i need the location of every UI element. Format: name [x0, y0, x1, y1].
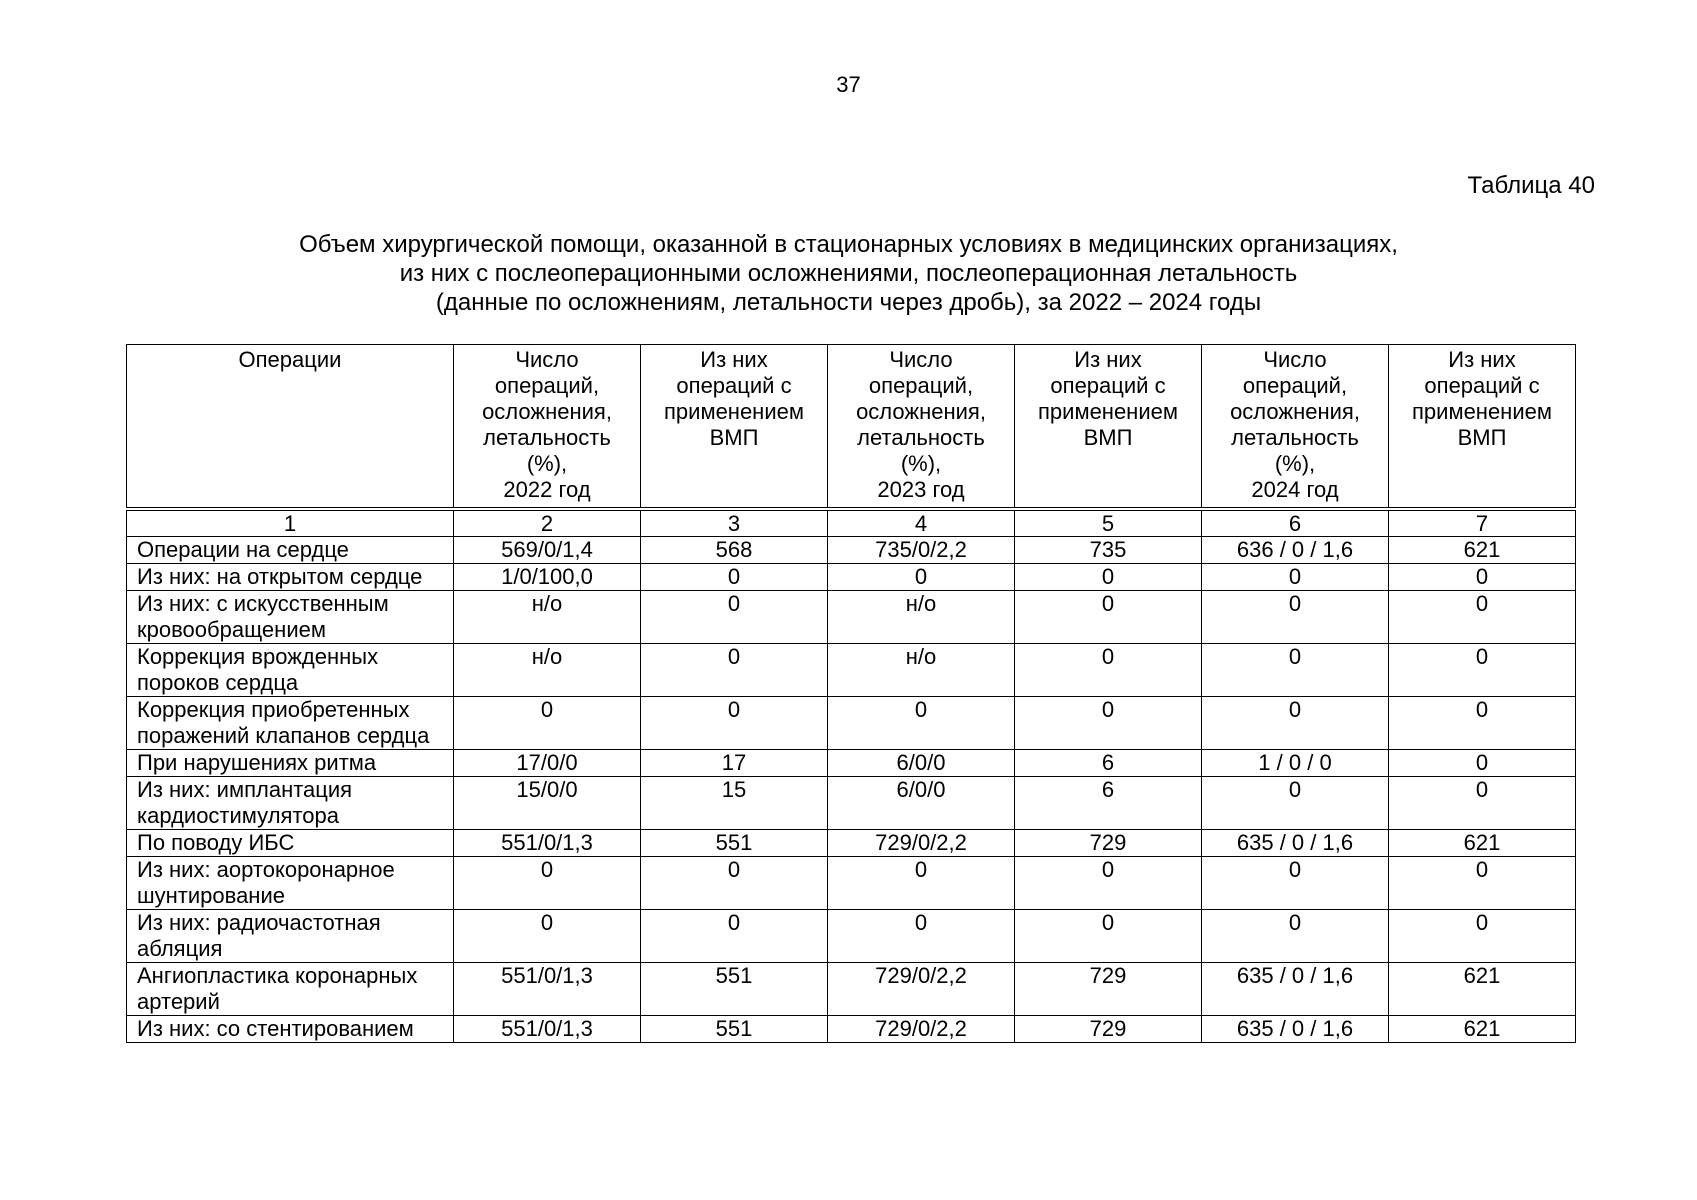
- operation-name-cell: Из них: имплантация кардиостимулятора: [127, 777, 454, 830]
- operation-name-cell: Ангиопластика коронарных артерий: [127, 963, 454, 1016]
- value-cell: 551: [641, 1016, 828, 1043]
- value-cell: 729: [1015, 830, 1202, 857]
- value-cell: 0: [641, 857, 828, 910]
- value-cell: 0: [1389, 644, 1576, 697]
- value-cell: 729: [1015, 1016, 1202, 1043]
- value-cell: 551/0/1,3: [454, 963, 641, 1016]
- table-row: [127, 644, 1576, 697]
- value-cell: 635 / 0 / 1,6: [1202, 963, 1389, 1016]
- value-cell: 735/0/2,2: [828, 537, 1015, 564]
- value-cell: 0: [1202, 564, 1389, 591]
- header-operations: Операции: [127, 345, 454, 510]
- header-row: [127, 345, 1576, 510]
- value-cell: 569/0/1,4: [454, 537, 641, 564]
- operation-name-cell: Коррекция врожденных пороков сердца: [127, 644, 454, 697]
- header-2024-count: Число операций, осложнения, летальность (%), 2024 год: [1202, 345, 1389, 510]
- value-cell: 0: [1202, 697, 1389, 750]
- table-row: [127, 777, 1576, 830]
- value-cell: 0: [1015, 591, 1202, 644]
- value-cell: 0: [641, 591, 828, 644]
- header-2022-count: Число операций, осложнения, летальность (%), 2022 год: [454, 345, 641, 510]
- title-line: из них с послеоперационными осложнениями, послеоперационная летальность: [399, 260, 1298, 287]
- column-number: 4: [828, 509, 1015, 537]
- value-cell: 551/0/1,3: [454, 830, 641, 857]
- value-cell: 729/0/2,2: [828, 963, 1015, 1016]
- value-cell: 6: [1015, 777, 1202, 830]
- surgery-table: [126, 344, 1576, 1043]
- value-cell: 636 / 0 / 1,6: [1202, 537, 1389, 564]
- value-cell: 551: [641, 963, 828, 1016]
- value-cell: 729/0/2,2: [828, 830, 1015, 857]
- table-row: [127, 910, 1576, 963]
- operation-name-cell: При нарушениях ритма: [127, 750, 454, 777]
- column-number: 5: [1015, 509, 1202, 537]
- value-cell: 729/0/2,2: [828, 1016, 1015, 1043]
- value-cell: н/о: [454, 644, 641, 697]
- table-row: [127, 591, 1576, 644]
- value-cell: 0: [1015, 857, 1202, 910]
- value-cell: 0: [1015, 564, 1202, 591]
- value-cell: 0: [1202, 591, 1389, 644]
- table-title: [126, 230, 1571, 317]
- table-row: [127, 697, 1576, 750]
- operation-name-cell: Из них: с искусственным кровообращением: [127, 591, 454, 644]
- operation-name-cell: По поводу ИБС: [127, 830, 454, 857]
- value-cell: 0: [828, 697, 1015, 750]
- table-row: [127, 537, 1576, 564]
- value-cell: 6/0/0: [828, 777, 1015, 830]
- value-cell: 0: [1015, 910, 1202, 963]
- value-cell: 635 / 0 / 1,6: [1202, 1016, 1389, 1043]
- value-cell: 0: [641, 564, 828, 591]
- value-cell: 0: [454, 697, 641, 750]
- value-cell: 0: [828, 564, 1015, 591]
- value-cell: 551/0/1,3: [454, 1016, 641, 1043]
- value-cell: 729: [1015, 963, 1202, 1016]
- column-number: 7: [1389, 509, 1576, 537]
- value-cell: 0: [1202, 777, 1389, 830]
- value-cell: 0: [828, 910, 1015, 963]
- value-cell: 1 / 0 / 0: [1202, 750, 1389, 777]
- value-cell: 0: [454, 857, 641, 910]
- value-cell: 0: [1202, 910, 1389, 963]
- table-row: [127, 857, 1576, 910]
- page-number: 37: [836, 72, 861, 97]
- operation-name-cell: Из них: со стентированием: [127, 1016, 454, 1043]
- value-cell: 15/0/0: [454, 777, 641, 830]
- operation-name-cell: Из них: аортокоронарное шунтирование: [127, 857, 454, 910]
- value-cell: 15: [641, 777, 828, 830]
- column-number: 3: [641, 509, 828, 537]
- table-row: [127, 1016, 1576, 1043]
- title-line: Объем хирургической помощи, оказанной в стационарных условиях в медицинских организациях,: [299, 231, 1398, 258]
- value-cell: 0: [1015, 644, 1202, 697]
- value-cell: 0: [1015, 697, 1202, 750]
- value-cell: 6: [1015, 750, 1202, 777]
- value-cell: 0: [1389, 591, 1576, 644]
- column-number: 2: [454, 509, 641, 537]
- table-row: [127, 963, 1576, 1016]
- value-cell: 0: [1389, 697, 1576, 750]
- value-cell: 621: [1389, 830, 1576, 857]
- value-cell: 621: [1389, 1016, 1576, 1043]
- value-cell: н/о: [454, 591, 641, 644]
- value-cell: 0: [1389, 910, 1576, 963]
- value-cell: 635 / 0 / 1,6: [1202, 830, 1389, 857]
- table-row: [127, 750, 1576, 777]
- value-cell: 568: [641, 537, 828, 564]
- value-cell: 0: [1202, 857, 1389, 910]
- header-2022-vmp: Из них операций с применением ВМП: [641, 345, 828, 510]
- value-cell: 0: [1389, 564, 1576, 591]
- header-2023-count: Число операций, осложнения, летальность (%), 2023 год: [828, 345, 1015, 510]
- header-2024-vmp: Из них операций с применением ВМП: [1389, 345, 1576, 510]
- value-cell: 0: [1389, 857, 1576, 910]
- value-cell: н/о: [828, 591, 1015, 644]
- value-cell: 551: [641, 830, 828, 857]
- column-number: 6: [1202, 509, 1389, 537]
- column-number-row: [127, 509, 1576, 537]
- value-cell: 0: [1389, 777, 1576, 830]
- table-row: [127, 830, 1576, 857]
- value-cell: 17: [641, 750, 828, 777]
- value-cell: 6/0/0: [828, 750, 1015, 777]
- operation-name-cell: Операции на сердце: [127, 537, 454, 564]
- value-cell: 0: [641, 910, 828, 963]
- column-number: 1: [127, 509, 454, 537]
- value-cell: 0: [641, 644, 828, 697]
- value-cell: 0: [641, 697, 828, 750]
- value-cell: 0: [1202, 644, 1389, 697]
- value-cell: 621: [1389, 963, 1576, 1016]
- value-cell: 17/0/0: [454, 750, 641, 777]
- value-cell: 1/0/100,0: [454, 564, 641, 591]
- operation-name-cell: Коррекция приобретенных поражений клапанов сердца: [127, 697, 454, 750]
- value-cell: 0: [454, 910, 641, 963]
- value-cell: 0: [1389, 750, 1576, 777]
- title-line: (данные по осложнениям, летальности через дробь), за 2022 – 2024 годы: [435, 289, 1262, 316]
- operation-name-cell: Из них: радиочастотная абляция: [127, 910, 454, 963]
- value-cell: 621: [1389, 537, 1576, 564]
- table-row: [127, 564, 1576, 591]
- operation-name-cell: Из них: на открытом сердце: [127, 564, 454, 591]
- table-label: Таблица 40: [1467, 172, 1595, 199]
- header-2023-vmp: Из них операций с применением ВМП: [1015, 345, 1202, 510]
- value-cell: 735: [1015, 537, 1202, 564]
- value-cell: н/о: [828, 644, 1015, 697]
- value-cell: 0: [828, 857, 1015, 910]
